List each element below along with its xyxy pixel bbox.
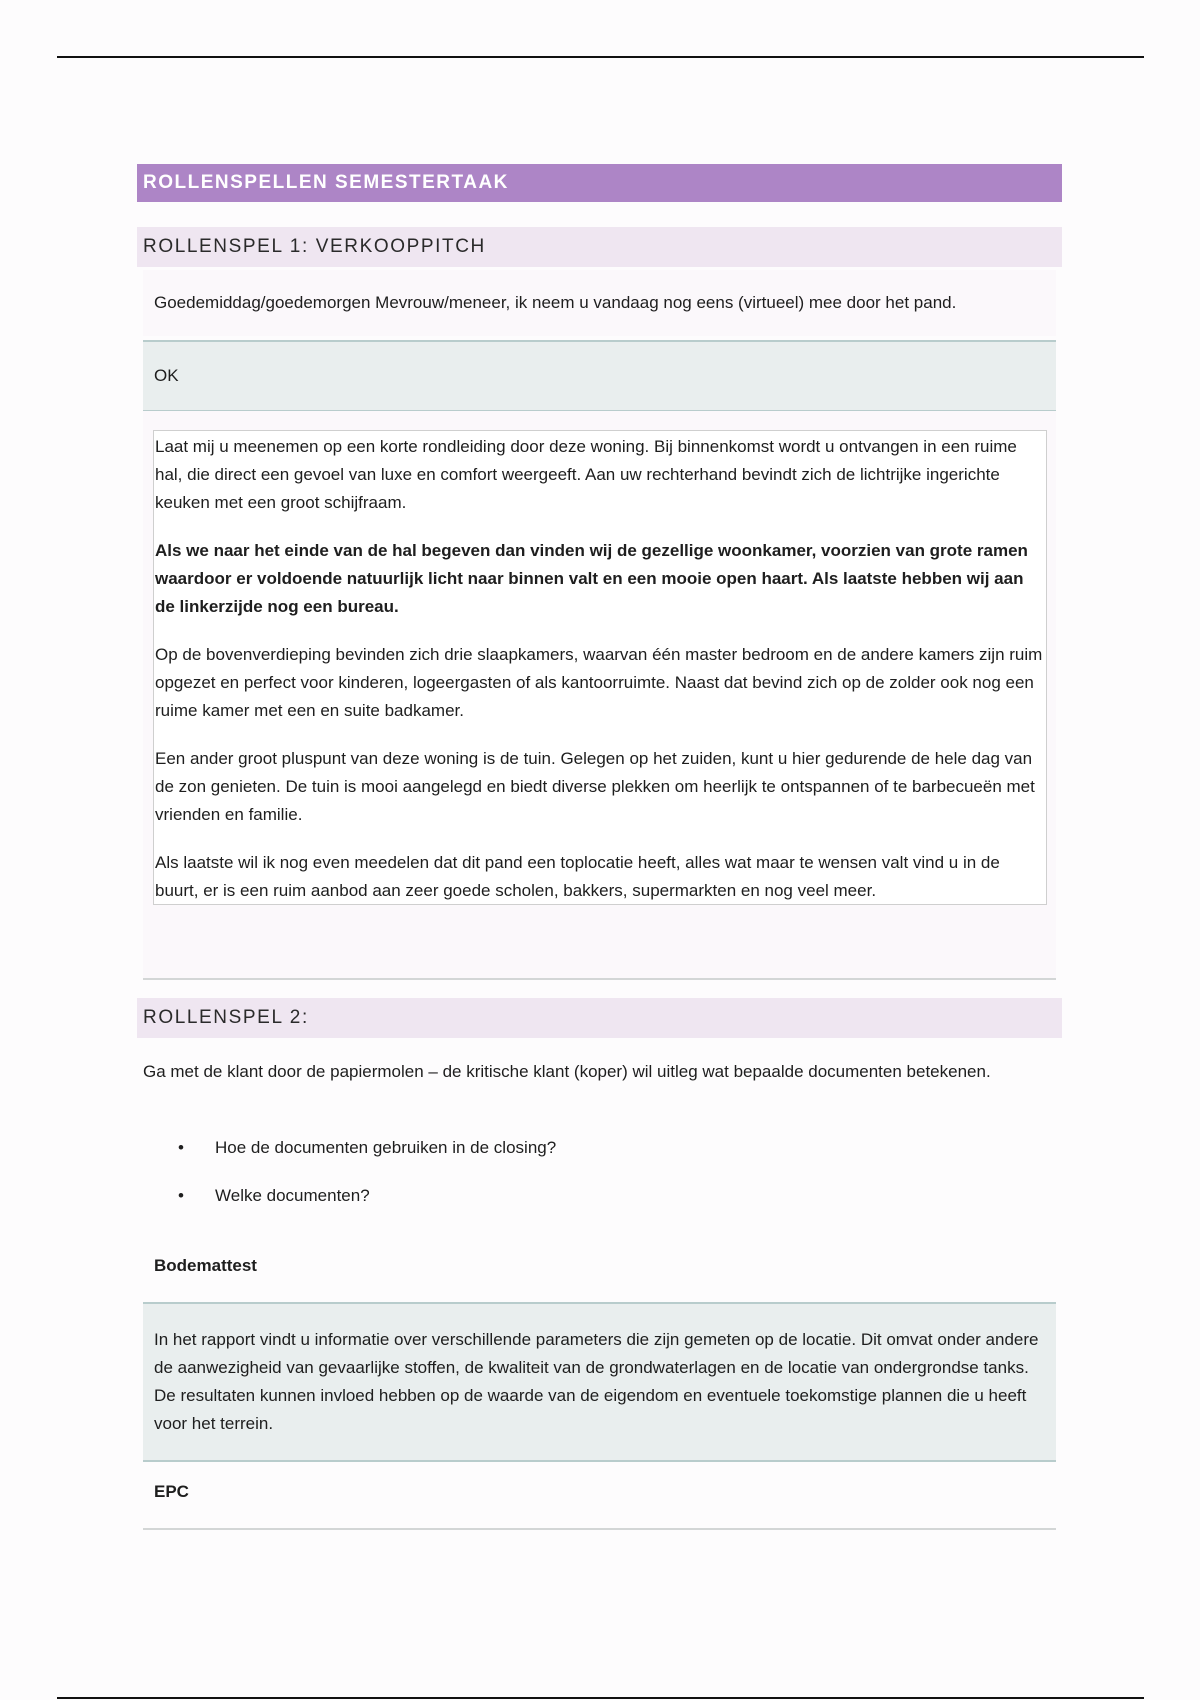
epc-label: EPC [154,1482,189,1501]
customer-reply-box [143,340,1056,412]
pitch-paragraph: Als laatste wil ik nog even meedelen dat dit pand een toplocatie heeft, alles wat maar te wensen valt vind u in de buurt, er is een ruim aanbod aan zeer goede scholen, bakkers, supermarkten en nog veel meer. [155,853,1000,900]
pitch-paragraph: Laat mij u meenemen op een korte rondleiding door deze woning. Bij binnenkomst wordt u ontvangen in een ruime hal, die direct een gevoel van luxe en comfort weergeeft. Aan uw rechterhand bevindt zich de lichtrijke ingerichte keuken met een groot schijfraam. [155,437,1017,512]
pitch-paragraph: Op de bovenverdieping bevinden zich drie slaapkamers, waarvan één master bedroom en de andere kamers zijn ruim opgezet en perfect voor kinderen, logeergasten of als kantoorruimte. Naast dat bevind zich op de zolder ook nog een ruime kamer met een en suite badkamer. [155,645,1043,720]
list-item-text: Welke documenten? [215,1186,370,1205]
page-top-rule [57,56,1144,58]
customer-reply-text: OK [154,366,179,385]
bullet-icon: • [178,1138,184,1157]
bodemattest-label: Bodemattest [154,1256,257,1275]
list-item [175,1182,556,1230]
bodemattest-explanation-text: In het rapport vindt u informatie over verschillende parameters die zijn gemeten op de locatie. Dit omvat onder andere de aanwezigheid van gevaarlijke stoffen, de kwaliteit van de grondwaterlagen en de locatie van ondergrondse tanks. De resultaten kunnen invloed hebben op de waarde van de eigendom en eventuele toekomstige plannen die u heeft voor het terrein. [154,1330,1039,1433]
roleplay1-heading: ROLLENSPEL 1: VERKOOPPITCH [137,227,1062,267]
roleplay2-heading: ROLLENSPEL 2: [137,998,1062,1038]
bullet-icon: • [178,1186,184,1205]
pitch-paragraph: Een ander groot pluspunt van deze woning is de tuin. Gelegen op het zuiden, kunt u hier gedurende de hele dag van de zon genieten. De tuin is mooi aangelegd en biedt diverse plekken om heerlijk te ontspannen of te barbecueën met vrienden en familie. [155,749,1035,824]
document-title-banner: ROLLENSPELLEN SEMESTERTAAK [137,164,1062,202]
bodemattest-explanation-box [143,1302,1056,1462]
sales-pitch-box [153,430,1047,905]
section-divider [143,1528,1056,1530]
pitch-paragraph: Als we naar het einde van de hal begeven dan vinden wij de gezellige woonkamer, voorzien van grote ramen waardoor er voldoende natuurlijk licht naar binnen valt en een mooie open haart. Als laatste hebben wij aan de linkerzijde nog een bureau. [155,541,1028,616]
roleplay2-intro-text: Ga met de klant door de papiermolen – de kritische klant (koper) wil uitleg wat bepaalde documenten betekenen. [143,1062,991,1081]
list-item-text: Hoe de documenten gebruiken in de closing? [215,1138,557,1157]
page-bottom-rule [57,1697,1144,1699]
list-item [175,1134,556,1182]
roleplay2-bullet-list [175,1134,556,1230]
roleplay1-intro-text: Goedemiddag/goedemorgen Mevrouw/meneer, ik neem u vandaag nog eens (virtueel) mee door het pand. [154,293,957,312]
